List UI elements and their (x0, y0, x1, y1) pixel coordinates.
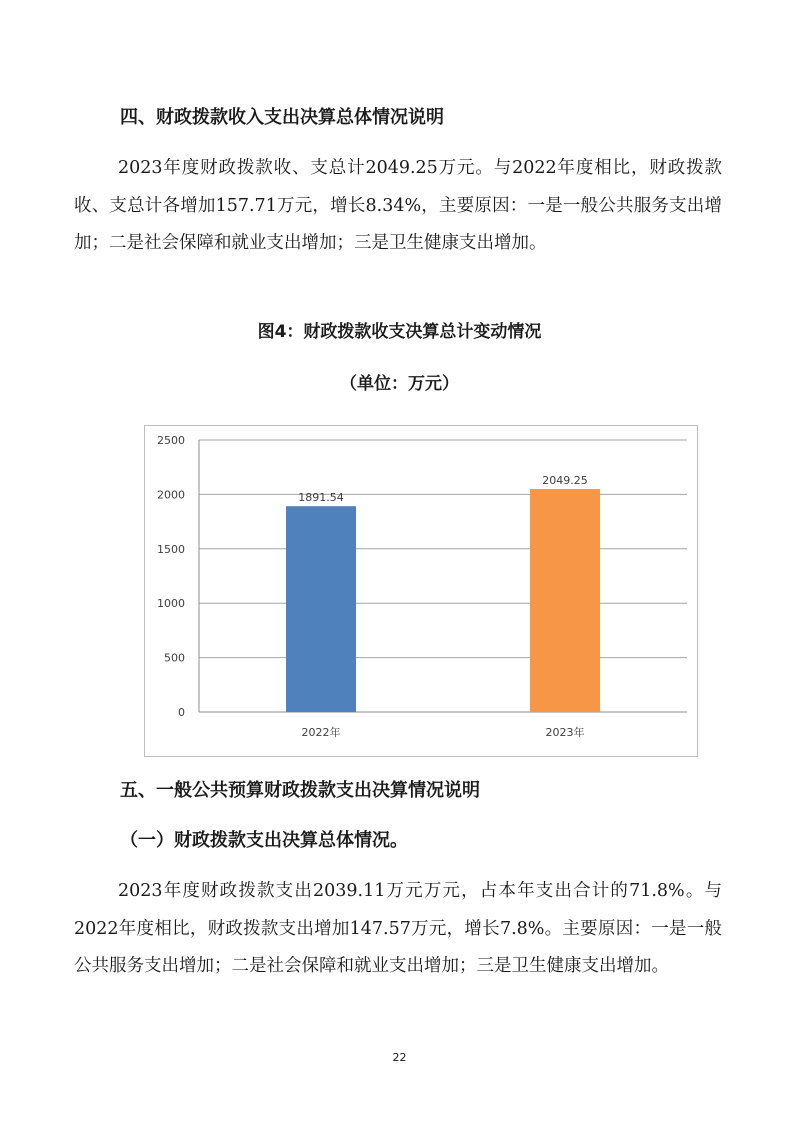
y-tick-label: 500 (164, 651, 185, 665)
bar (286, 506, 356, 712)
y-tick-label: 1500 (157, 542, 185, 556)
figure-unit: （单位：万元） (340, 374, 459, 394)
y-tick-label: 2500 (157, 434, 185, 447)
section5-subheading: （一）财政拨款支出决算总体情况。 (120, 830, 408, 851)
y-tick-label: 0 (178, 706, 185, 719)
section4-paragraph: 2023年度财政拨款收、支总计2049.25万元。与2022年度相比，财政拨款收、支总计各增加157.71万元，增长8.34%，主要原因：一是一般公共服务支出增加；二是社会保障和就业支出增加；三是卫生健康支出增加。 (74, 158, 722, 253)
y-tick-label: 2000 (157, 488, 185, 502)
figure-caption: 图4：财政拨款收支决算总计变动情况 (257, 322, 542, 342)
section5-heading: 五、一般公共预算财政拨款支出决算情况说明 (120, 780, 480, 801)
bar (530, 489, 600, 712)
bar-value-label: 2049.25 (542, 474, 588, 488)
page-number: 22 (392, 1051, 407, 1064)
section5-paragraph: 2023年度财政拨款支出2039.11万元万元，占本年支出合计的71.8%。与2022年度相比，财政拨款支出增加147.57万元，增长7.8%。主要原因：一是一般公共服务支出增加；二是社会保障和就业支出增加；三是卫生健康支出增加。 (74, 881, 722, 976)
bar-chart-svg (145, 426, 697, 756)
x-tick-label: 2023年 (545, 726, 585, 739)
x-tick-label: 2022年 (301, 726, 341, 739)
section4-heading: 四、财政拨款收入支出决算总体情况说明 (120, 107, 444, 128)
y-tick-label: 1000 (157, 597, 185, 611)
bar-value-label: 1891.54 (298, 491, 344, 505)
bar-chart (144, 425, 698, 757)
